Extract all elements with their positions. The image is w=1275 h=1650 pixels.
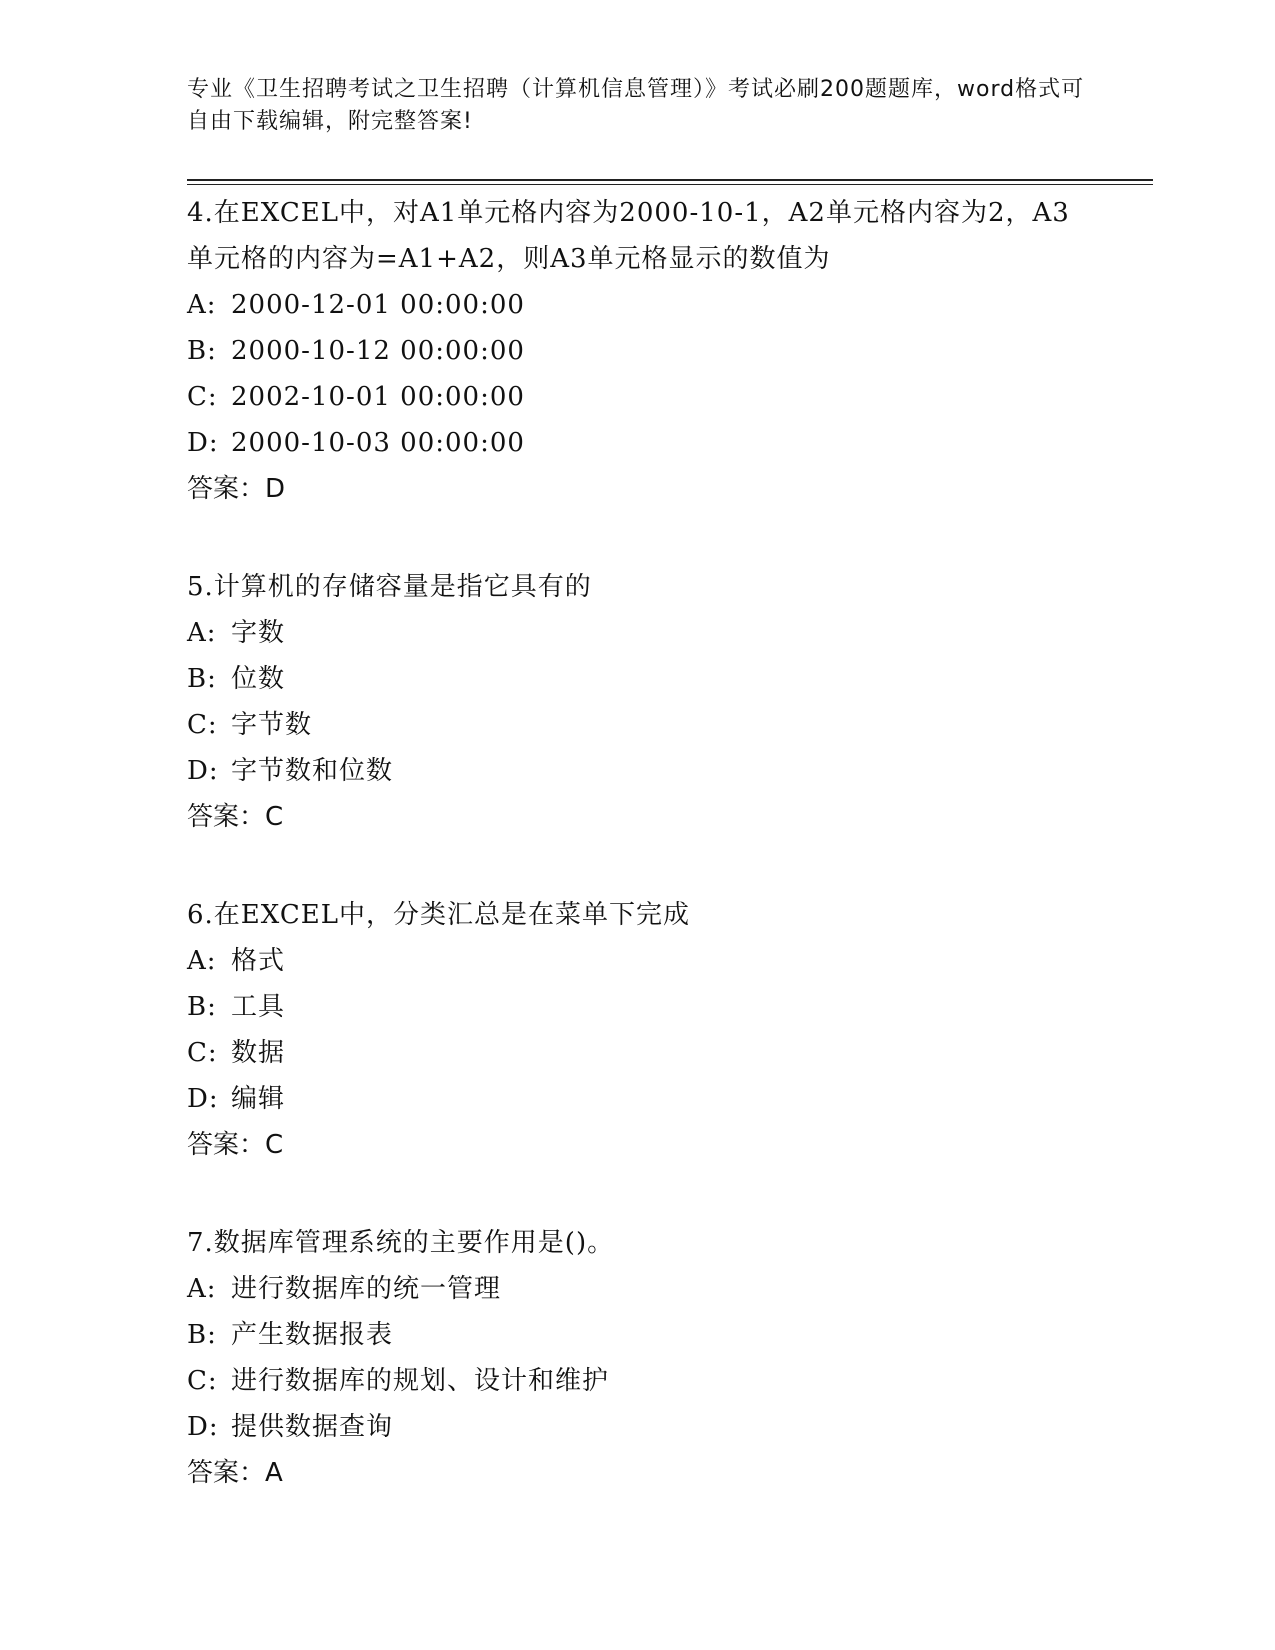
option-b [187, 1312, 1153, 1358]
option-text: 工具 [231, 992, 286, 1022]
question-4 [187, 190, 1153, 512]
question-7 [187, 1220, 1153, 1496]
option-label: C: [187, 1366, 218, 1396]
question-6 [187, 892, 1153, 1168]
option-text: 提供数据查询 [231, 1412, 394, 1442]
option-text: 2000-10-12 00:00:00 [231, 336, 525, 366]
option-d [187, 420, 1153, 466]
answer-line: 答案：C [187, 1130, 284, 1160]
document-header: 专业《卫生招聘考试之卫生招聘（计算机信息管理）》考试必刷200题题库，word格式可自由下载编辑，附完整答案! [187, 77, 1085, 134]
option-b [187, 328, 1153, 374]
option-text: 进行数据库的统一管理 [231, 1274, 502, 1304]
option-a [187, 282, 1153, 328]
option-b [187, 984, 1153, 1030]
option-text: 2002-10-01 00:00:00 [231, 382, 525, 412]
option-c [187, 1030, 1153, 1076]
question-stem: 4.在EXCEL中，对A1单元格内容为2000-10-1，A2单元格内容为2，A3单元格的内容为=A1+A2，则A3单元格显示的数值为 [187, 198, 1070, 274]
option-label: C: [187, 710, 218, 740]
option-label: B: [187, 336, 217, 366]
option-a [187, 938, 1153, 984]
option-text: 编辑 [231, 1084, 286, 1114]
option-label: D: [187, 428, 219, 458]
option-label: B: [187, 664, 217, 694]
option-label: C: [187, 382, 218, 412]
option-label: A: [187, 1274, 217, 1304]
header-divider-thin [187, 184, 1153, 185]
option-label: A: [187, 946, 217, 976]
option-text: 格式 [231, 946, 286, 976]
option-text: 字节数和位数 [231, 756, 394, 786]
option-d [187, 1076, 1153, 1122]
answer-line: 答案：D [187, 474, 286, 504]
option-label: D: [187, 1084, 219, 1114]
option-a [187, 1266, 1153, 1312]
option-label: B: [187, 1320, 217, 1350]
answer-line: 答案：C [187, 802, 284, 832]
option-text: 位数 [231, 664, 286, 694]
option-text: 字数 [231, 618, 286, 648]
header-divider [187, 179, 1153, 181]
option-d [187, 1404, 1153, 1450]
question-list [187, 190, 1153, 1548]
option-text: 数据 [231, 1038, 286, 1068]
option-c [187, 1358, 1153, 1404]
question-stem: 7.数据库管理系统的主要作用是()。 [187, 1228, 615, 1258]
question-stem: 5.计算机的存储容量是指它具有的 [187, 572, 592, 602]
option-label: A: [187, 618, 217, 648]
option-text: 2000-10-03 00:00:00 [231, 428, 525, 458]
option-text: 字节数 [231, 710, 313, 740]
option-text: 产生数据报表 [231, 1320, 394, 1350]
question-5 [187, 564, 1153, 840]
option-label: B: [187, 992, 217, 1022]
option-d [187, 748, 1153, 794]
option-a [187, 610, 1153, 656]
option-label: A: [187, 290, 217, 320]
option-text: 2000-12-01 00:00:00 [231, 290, 525, 320]
answer-line: 答案：A [187, 1458, 283, 1488]
question-stem: 6.在EXCEL中，分类汇总是在菜单下完成 [187, 900, 690, 930]
option-c [187, 702, 1153, 748]
option-b [187, 656, 1153, 702]
option-label: D: [187, 756, 219, 786]
option-text: 进行数据库的规划、设计和维护 [231, 1366, 610, 1396]
option-label: C: [187, 1038, 218, 1068]
option-c [187, 374, 1153, 420]
option-label: D: [187, 1412, 219, 1442]
